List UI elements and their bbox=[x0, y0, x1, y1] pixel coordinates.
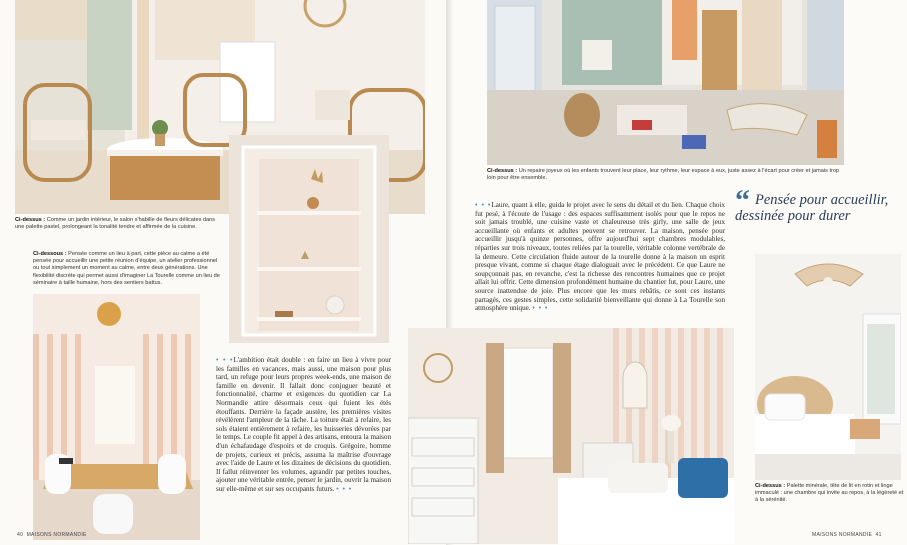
photo-bedroom bbox=[408, 328, 734, 544]
end-dots: • • • bbox=[336, 484, 353, 493]
caption-label: Ci-dessus : bbox=[487, 168, 518, 174]
caption-text: Un repaire joyeux où les enfants trouvent leur place, leur rythme, leur espace à eux, juste assez à l'écart pour créer et jamais trop loin pour être ensemble. bbox=[487, 168, 840, 182]
caption-label: Ci-dessus : bbox=[15, 217, 46, 223]
body-text: L'ambition était double : en faire un lieu à vivre pour les familles en vacances, mais aussi, une maison pour plus tard, un refuge pour leurs propres week-ends, une maison de famille en devenir. Il fallait donc conjuguer beauté et fonctionnalité, charme et exigences du quotidien car La Normandie attire désormais ceux qui fuient les étés étouffants. Derrière la façade austère, les premières visites révélèrent l'ampleur de la tâche. La toiture était à refaire, les sols étaient entièrement à refaire, les huisseries dévorées par le temps. Le couple fit appel à des artisans, entoura la maison d'un échafaudage d'espoirs et de croquis. Grégoire, homme de projets, curieux et précis, assuma la maîtrise d'ouvrage avec l'aide de Laure et les dizaines de décisions du quotidien. Il fallut réinventer les volumes, agrandir par petites touches, ajouter une véritable entrée, penser le jardin, ouvrir la maison sur elle-même et sur ses occupants futurs. bbox=[216, 356, 391, 493]
article-body-right bbox=[475, 201, 725, 313]
photo-bedroom-rattan bbox=[755, 254, 901, 480]
caption-living-room bbox=[15, 217, 225, 231]
folio-left bbox=[17, 532, 87, 538]
photo-shelf-niche bbox=[229, 135, 389, 343]
folio-right bbox=[812, 532, 882, 538]
caption-text: Pensée comme un lieu à part, cette pièce au calme a été pensée pour accueillir une petite réunion d'équipe, un atelier professionnel ou tout simplement un moment au calme, entre deux générations. Une flexibilité discrète qui permet aussi d'imaginer La Tourelle comme un lieu de séminaire à taille humaine, hors des sentiers battus. bbox=[33, 251, 220, 286]
pull-quote-text: Pensée pour accueillir, dessinée pour durer bbox=[735, 192, 889, 224]
page-number: 40 bbox=[17, 532, 24, 538]
caption-label: Ci-dessous : bbox=[33, 251, 67, 257]
magazine-name: MAISONS NORMANDIE bbox=[26, 532, 87, 538]
caption-bedroom bbox=[755, 483, 905, 505]
photo-meeting-room bbox=[33, 294, 200, 540]
caption-meeting-room bbox=[33, 251, 223, 287]
quote-mark-icon: “ bbox=[735, 184, 750, 217]
caption-label: Ci-dessus : bbox=[755, 483, 786, 489]
body-text: Laure, quant à elle, guida le projet avec le sens du détail et du lien. Chaque choix fut pesé, à l'écoute de l'usage : des espaces suffisamment isolés pour que le repos ne soit jamais troublé, une cuisine vaste et chaleureuse très girly, une salle de jeux accueillante où enfants et adultes peuvent se retrouver. La maison, pensée pour accueillir jusqu'à quinze personnes, offre aujourd'hui sept chambres modulables, réparties sur trois niveaux, toutes reliées par la tourelle, véritable colonne vertébrale de la demeure. Cette circulation fluide autour de la tourelle donne à la maison un esprit presque vivant, comme si chaque étage dialoguait avec le précédent. Ce que Laure ne soupçonnait pas, en revanche, c'est la richesse des rencontres humaines que ce projet allait lui offrir. Cette dimension profondément humaine du chantier fut, pour Laure, une source inattendue de joie. Plus encore que les murs rebâtis, ce sont ces instants partagés, ces gestes simples, cette solidarité bienveillante qui donne à La Tourelle son atmosphère unique. bbox=[475, 201, 725, 313]
photo-playroom bbox=[487, 0, 844, 165]
caption-text: Palette minérale, tête de lit en rotin et linge immaculé : une chambre qui invite au repos, à la légèreté et à la sérénité. bbox=[755, 483, 904, 504]
lead-dots: • • • bbox=[475, 201, 492, 209]
pull-quote bbox=[735, 192, 905, 224]
lead-dots: • • • bbox=[216, 356, 234, 364]
page-number: 41 bbox=[875, 532, 882, 538]
article-body-left bbox=[216, 356, 391, 494]
end-dots: • • • bbox=[532, 304, 549, 313]
caption-text: Comme un jardin intérieur, le salon s'habille de fleurs délicates dans une palette pastel, prolongeant la tonalité tendre et affirmée de la cuisine. bbox=[15, 217, 216, 231]
magazine-name: MAISONS NORMANDIE bbox=[812, 532, 873, 538]
caption-playroom bbox=[487, 168, 842, 182]
